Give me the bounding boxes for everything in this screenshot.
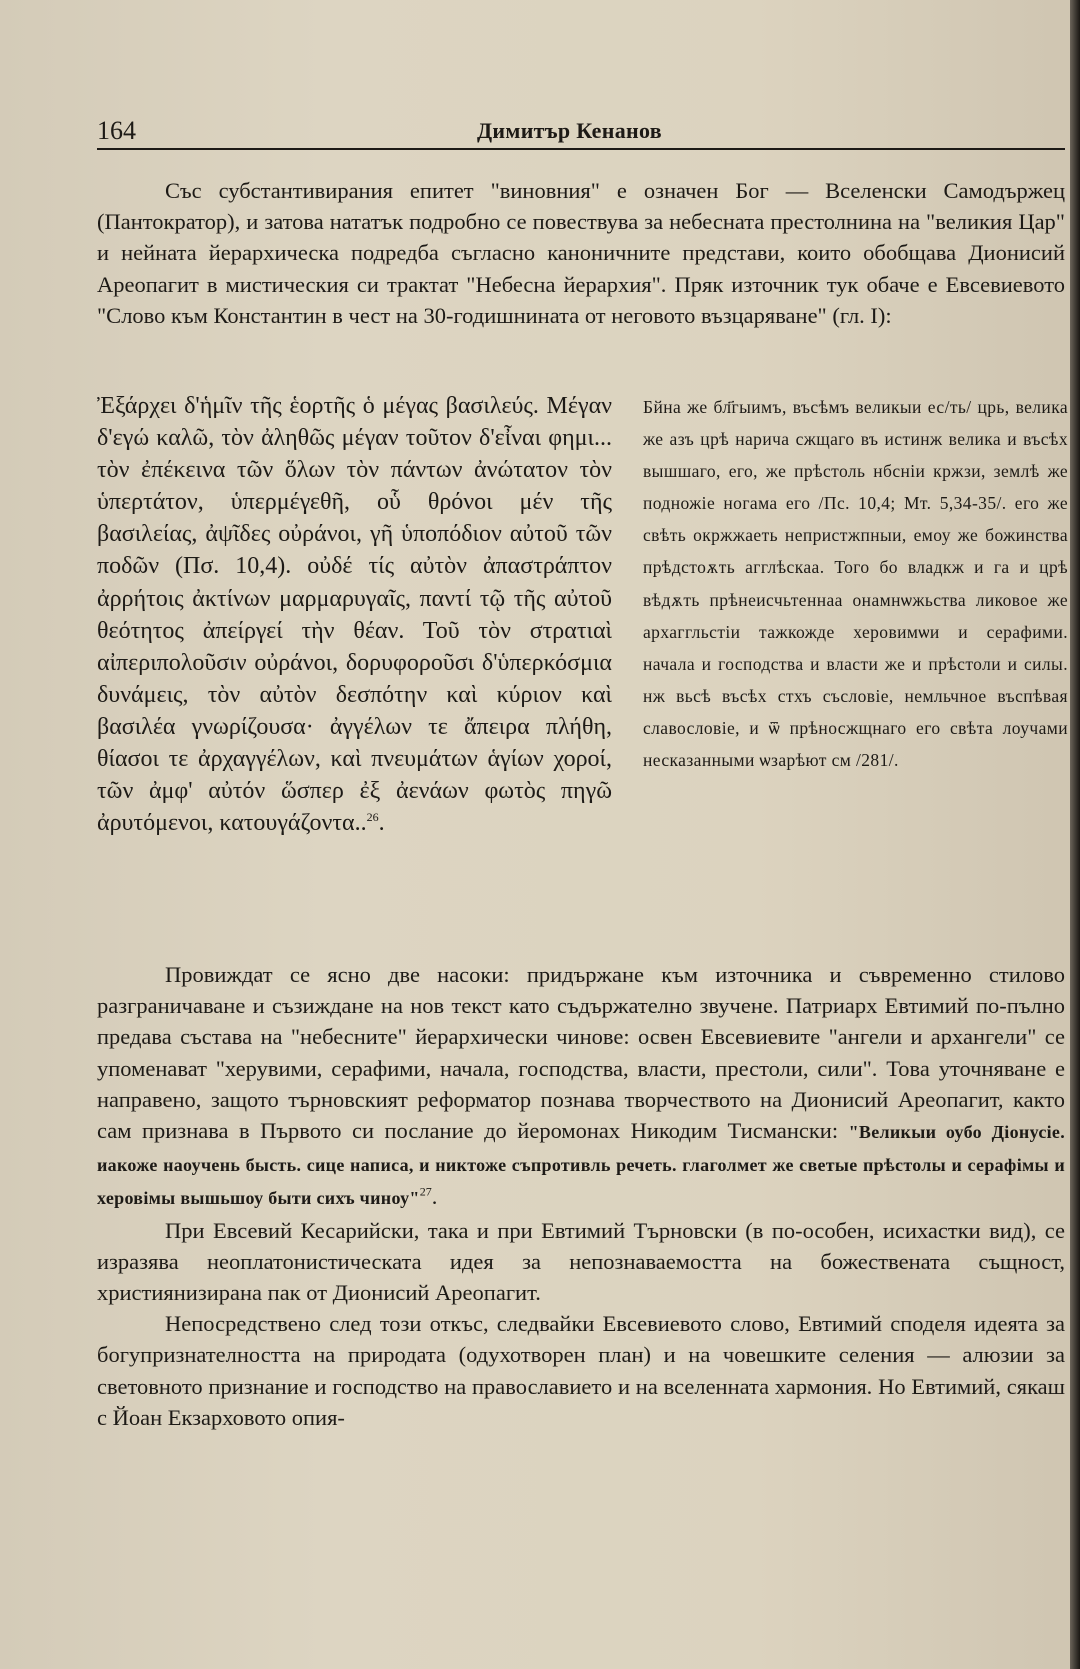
slavonic-quote-column xyxy=(643,391,1068,776)
running-head: Димитър Кенанов xyxy=(477,118,662,143)
footnote-ref-27: 27 xyxy=(419,1184,432,1199)
page-header xyxy=(97,114,1067,150)
footnote-ref-26: 26 xyxy=(366,810,379,825)
greek-quote-column: Ἐξάρχει δ'ἡμῖν τῆς ἑορτῆς ὁ μέγας βασιλεύς. Μέγαν δ'εγώ καλῶ, τὸν ἀληθῶς μέγαν τοῦτον δ'εἶναι φημι... τὸν ἐπέκεινα τῶν ὅλων τὸν πάντων ἀνώτατον τὸν ὑπερτάτον, ὑπερμέγεθῆ, οὗ θρόνοι μέν τῆς βασιλείας, ἀψῖδες οὐράνοι, γῆ ὑποπόδιον αὐτοῦ τῶν ποδῶν (Пσ. 10,4). οὐδέ τίς αὐτὸν ἀπαστράπτον ἀρρήτοις ἀκτίνων μαρμαρυγαῖς, παντί τῷ τῆς αὐτοῦ θεότητος ἀπείργεί τὴν θέαν. Τοῦ τὸν στρατιαὶ αἰπεριπολοῦσιν οὐράνοι, δορυφοροῦσι δ'ὑπερκόσμια δυνάμεις, τὸν αὐτὸν δεσπότην καὶ κύριον καὶ βασιλέα γνωρίζουσα· ἀγγέλων τε ἄπειρα πλήθη, θίασοι τε ἀρχαγγέλων, καὶ πνευμάτων ἁγίων χοροί, τῶν ἀμφ' αὐτόν ὥσπερ ἐξ ἀενάων φωτὸς πηγῶ ἀρυτόμενοι, κατουγάζοντα..$^{26}$. xyxy=(97,393,612,837)
intro-paragraph xyxy=(97,175,1065,331)
slavonic-quote-text: Бйна же бл҃гыимъ, въсѣмъ великыи ес/ть/ црь, велика же азъ црѣ нарича сжщаго въ истинж велика и въсѣх вышшаго, его, же прѣстоль нбсніи кржзи, землѣ же подножіе ногама его /Пс. 10,4; Мт. 5,34-35/. его же свѣть окржжаеть непристжпныи, емоу же божинства прѣдстоѫть агглѣскаа. Того бо владкж и га и црѣ вѣдѫть прѣнеисчьтеннаа онамнѡжьства ликовое же архаггльстіи тажкожде херовимѡи и серафими. начала и господства и власти же и прѣстоли и силы. нж вьсѣ въсѣх стхъ съсловіе, немльчное въспѣвая славословіе, и ѿ прѣносжщнаго его свѣта лоучами несказанными ѡзарѣют см /281/. xyxy=(643,397,1068,771)
paragraph-sources-text: Провиждат се ясно две насоки: придържане към източника и съвременно стилово разграничаване и съзиждане на нов текст като съдържателно звучене. Патриарх Евтимий по-пълно предава състава на "небесните" йерархически чинове: освен Евсевиевите "ангели и архангели" се упоменават "херувими, серафими, начала, господства, власти, престоли, сили". Това уточняване е направено, защото търновският реформатор познава творчеството на Дионисий Ареопагит, както сам признава в Първото си послание до йеромонах Никодим Тисмански: xyxy=(97,962,1065,1144)
main-text xyxy=(97,959,1065,1433)
intro-text: Със субстантивирания епитет "виновния" е означен Бог — Вселенски Самодържец (Пантократор), и затова нататък подробно се повествува за небесната престолнина на "великия Цар" и нейната йерархическа подредба съгласно каноничните представи, които обобщава Дионисий Ареопагит в мистическия си трактат "Небесна йерархия". Пряк източник тук обаче е Евсевиевото "Слово към Константин в чест на 30-годишнината от неговото възцаряване" (гл. I): xyxy=(97,178,1065,328)
paragraph-sources: Провиждат се ясно две насоки: придържане към източника и съвременно стилово разграничаване и съзиждане на нов текст като съдържателно звучене. Патриарх Евтимий по-пълно предава състава на "небесните" йерархически чинове: освен Евсевиевите "ангели и архангели" се упоменават "херувими, серафими, начала, господства, власти, престоли, сили". Това уточняване е направено, защото търновският реформатор познава творчеството на Дионисий Ареопагит, както сам признава в Първото си послание до йеромонах Никодим Тисмански: "Великыи оубо Діонусіе. иакоже наоучень бысть. сице написа, и никтоже съпротивль речеть. глаголмет же светые прѣстолы и серафімы и херовімы вышьшоу быти сихъ чиноу"$^{27}$. xyxy=(97,962,1066,1210)
book-spine-shadow xyxy=(1070,0,1080,1669)
greek-quote-text: Ἐξάρχει δ'ἡμῖν τῆς ἑορτῆς ὁ μέγας βασιλεύς. Μέγαν δ'εγώ καλῶ, τὸν ἀληθῶς μέγαν τοῦτον δ'εἶναι φημι... τὸν ἐπέκεινα τῶν ὅλων τὸν πάντων ἀνώτατον τὸν ὑπερτάτον, ὑπερμέγεθῆ, οὗ θρόνοι μέν τῆς βασιλείας, ἀψῖδες οὐράνοι, γῆ ὑποπόδιον αὐτοῦ τῶν ποδῶν (Пσ. 10,4). οὐδέ τίς αὐτὸν ἀπαστράπτον ἀρρήτοις ἀκτίνων μαρμαρυγαῖς, παντί τῷ τῆς αὐτοῦ θεότητος ἀπείργεί τὴν θέαν. Τοῦ τὸν στρατιαὶ αἰπεριπολοῦσιν οὐράνοι, δορυφοροῦσι δ'ὑπερκόσμια δυνάμεις, τὸν αὐτὸν δεσπότην καὶ κύριον καὶ βασιλέα γνωρίζουσα· ἀγγέλων τε ἄπειρα πλήθη, θίασοι τε ἀρχαγγέλων, καὶ πνευμάτων ἁγίων χοροί, τῶν ἀμφ' αὐτόν ὥσπερ ἐξ ἀενάων φωτὸς πηγῶ ἀρυτόμενοι, κατουγάζοντα.. xyxy=(97,393,612,837)
paragraph-nature: Непосредствено след този откъс, следвайки Евсевиевото слово, Евтимий споделя идеята за богупризнателността на природата (одухотворен план) и на човешките селения — алюзии за световното признание и господство на православието и на вселенната хармония. Но Евтимий, сякаш с Йоан Екзарховото опия- xyxy=(97,1311,1065,1430)
tismanski-quote: "Великыи оубо Діонусіе. иакоже наоучень бысть. сице написа, и никтоже съпротивль речеть. глаголмет же светые прѣстолы и серафімы и херовімы вышьшоу быти сихъ чиноу" xyxy=(97,1122,1066,1209)
page-number: 164 xyxy=(97,116,136,145)
header-rule xyxy=(97,148,1065,150)
paragraph-neoplatonism: При Евсевий Кесарийски, така и при Евтимий Търновски (в по-особен, исихастки вид), се изразява неоплатонистическата идея за непознаваемостта на божествената същност, християнизирана пак от Дионисий Ареопагит. xyxy=(97,1217,1065,1306)
